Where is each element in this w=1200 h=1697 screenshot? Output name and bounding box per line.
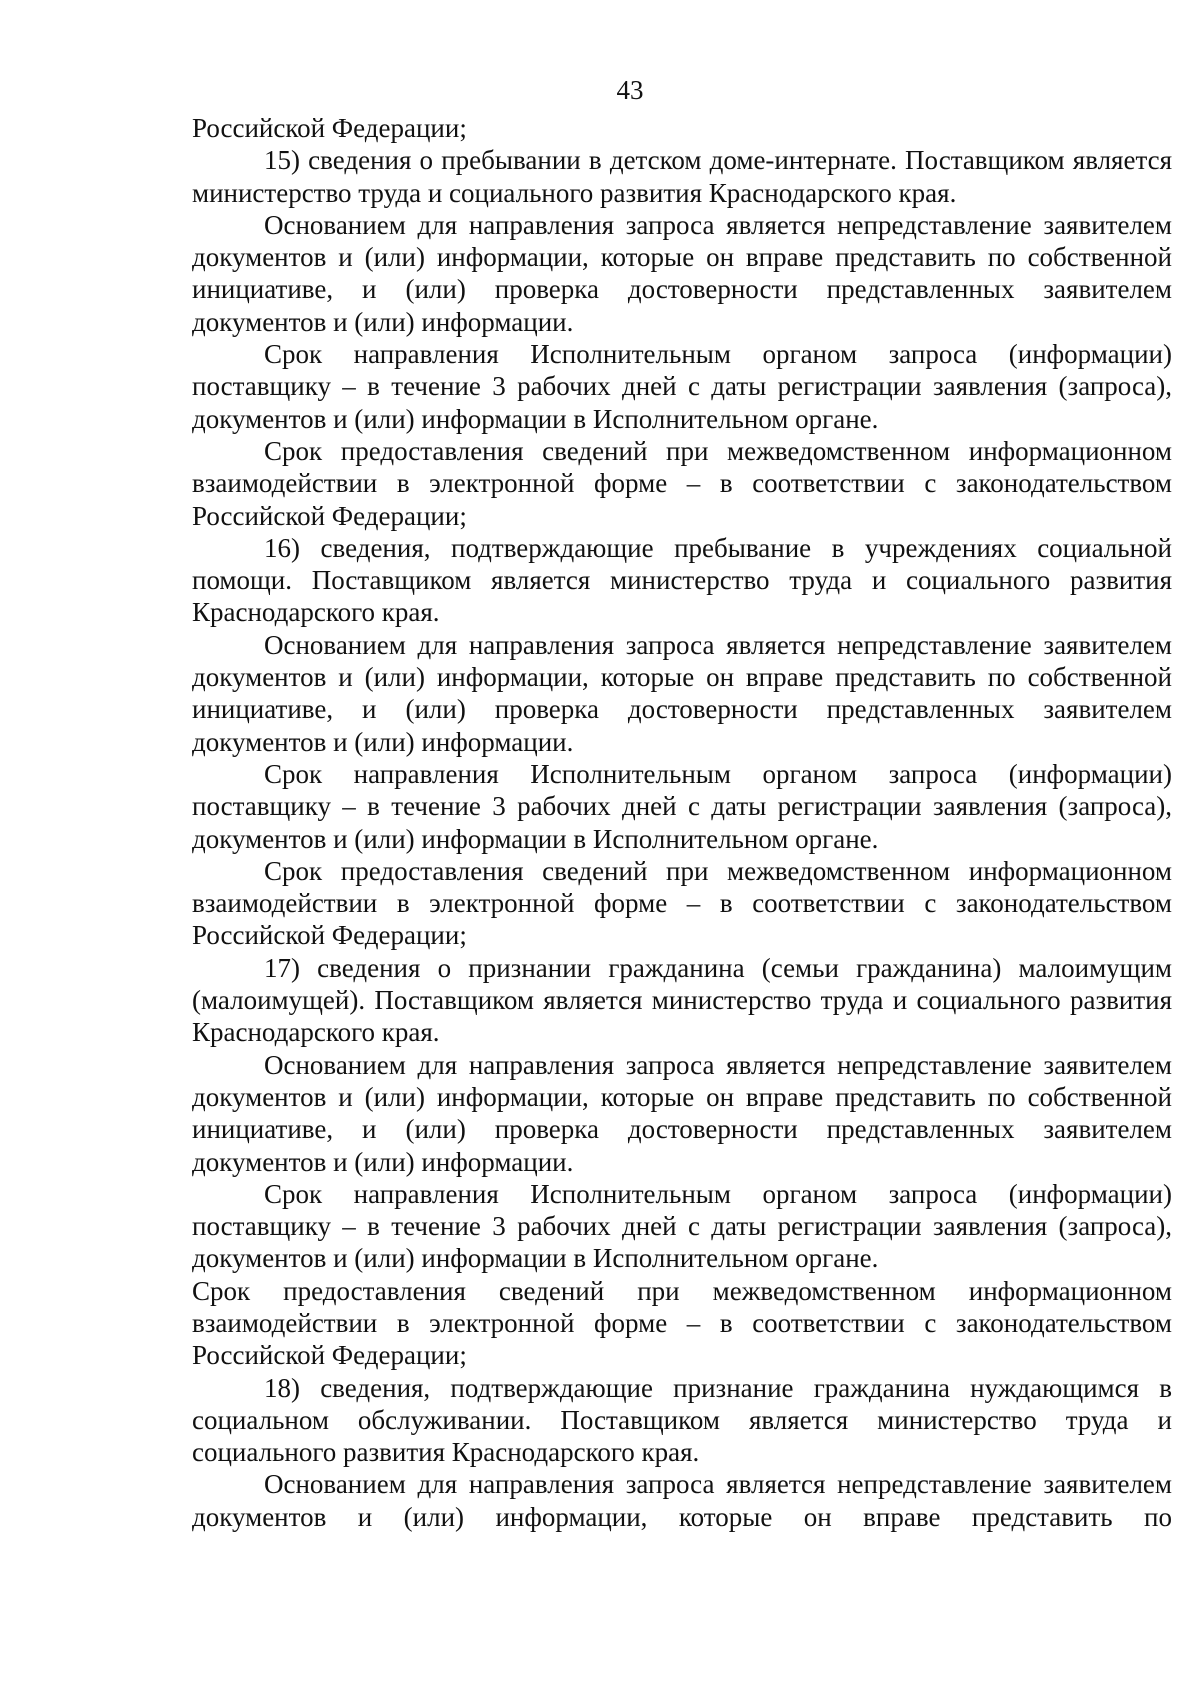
paragraph-item-18: 18) сведения, подтверждающие признание гражданина нуждающимся в социальном обслуживании. Поставщиком является министерство труда и социального развития Краснодарского края. <box>192 1372 1172 1468</box>
paragraph-item-15: 15) сведения о пребывании в детском доме-интернате. Поставщиком является министерство труда и социального развития Краснодарского края. <box>192 145 1172 208</box>
paragraph-response-deadline: Срок предоставления сведений при межведомственном информационном взаимодействии в электронной форме – в соответствии с законодательством Российской Федерации; <box>192 855 1172 951</box>
paragraph-request-basis: Основанием для направления запроса является непредставление заявителем документов и (или) информации, которые он вправе представить по собственной инициативе, и (или) проверка достоверности представленных заявителем документов и (или) информации. <box>192 1049 1172 1177</box>
paragraph-request-deadline: Срок направления Исполнительным органом запроса (информации) поставщику – в течение 3 рабочих дней с даты регистрации заявления (запроса), документов и (или) информации в Исполнительном органе. <box>192 758 1172 854</box>
paragraph-response-deadline: Срок предоставления сведений при межведомственном информационном взаимодействии в электронной форме – в соответствии с законодательством Российской Федерации; <box>192 1275 1172 1371</box>
paragraph-response-deadline: Срок предоставления сведений при межведомственном информационном взаимодействии в электронной форме – в соответствии с законодательством Российской Федерации; <box>192 435 1172 531</box>
paragraph-request-basis: Основанием для направления запроса является непредставление заявителем документов и (или) информации, которые он вправе представить по <box>192 1469 1172 1532</box>
paragraph-request-deadline: Срок направления Исполнительным органом запроса (информации) поставщику – в течение 3 рабочих дней с даты регистрации заявления (запроса), документов и (или) информации в Исполнительном органе. <box>192 1178 1172 1274</box>
paragraph-continuation: Российской Федерации; <box>192 113 467 143</box>
page-number: 43 <box>616 75 644 105</box>
document-body <box>192 112 1172 1533</box>
paragraph-item-17: 17) сведения о признании гражданина (семьи гражданина) малоимущим (малоимущей). Поставщиком является министерство труда и социального развития Краснодарского края. <box>192 952 1172 1048</box>
paragraph-item-16: 16) сведения, подтверждающие пребывание в учреждениях социальной помощи. Поставщиком является министерство труда и социального развития Краснодарского края. <box>192 532 1172 628</box>
paragraph-request-deadline: Срок направления Исполнительным органом запроса (информации) поставщику – в течение 3 рабочих дней с даты регистрации заявления (запроса), документов и (или) информации в Исполнительном органе. <box>192 339 1172 434</box>
paragraph-request-basis: Основанием для направления запроса является непредставление заявителем документов и (или) информации, которые он вправе представить по собственной инициативе, и (или) проверка достоверности представленных заявителем документов и (или) информации. <box>192 209 1172 337</box>
paragraph-request-basis: Основанием для направления запроса является непредставление заявителем документов и (или) информации, которые он вправе представить по собственной инициативе, и (или) проверка достоверности представленных заявителем документов и (или) информации. <box>192 629 1172 757</box>
